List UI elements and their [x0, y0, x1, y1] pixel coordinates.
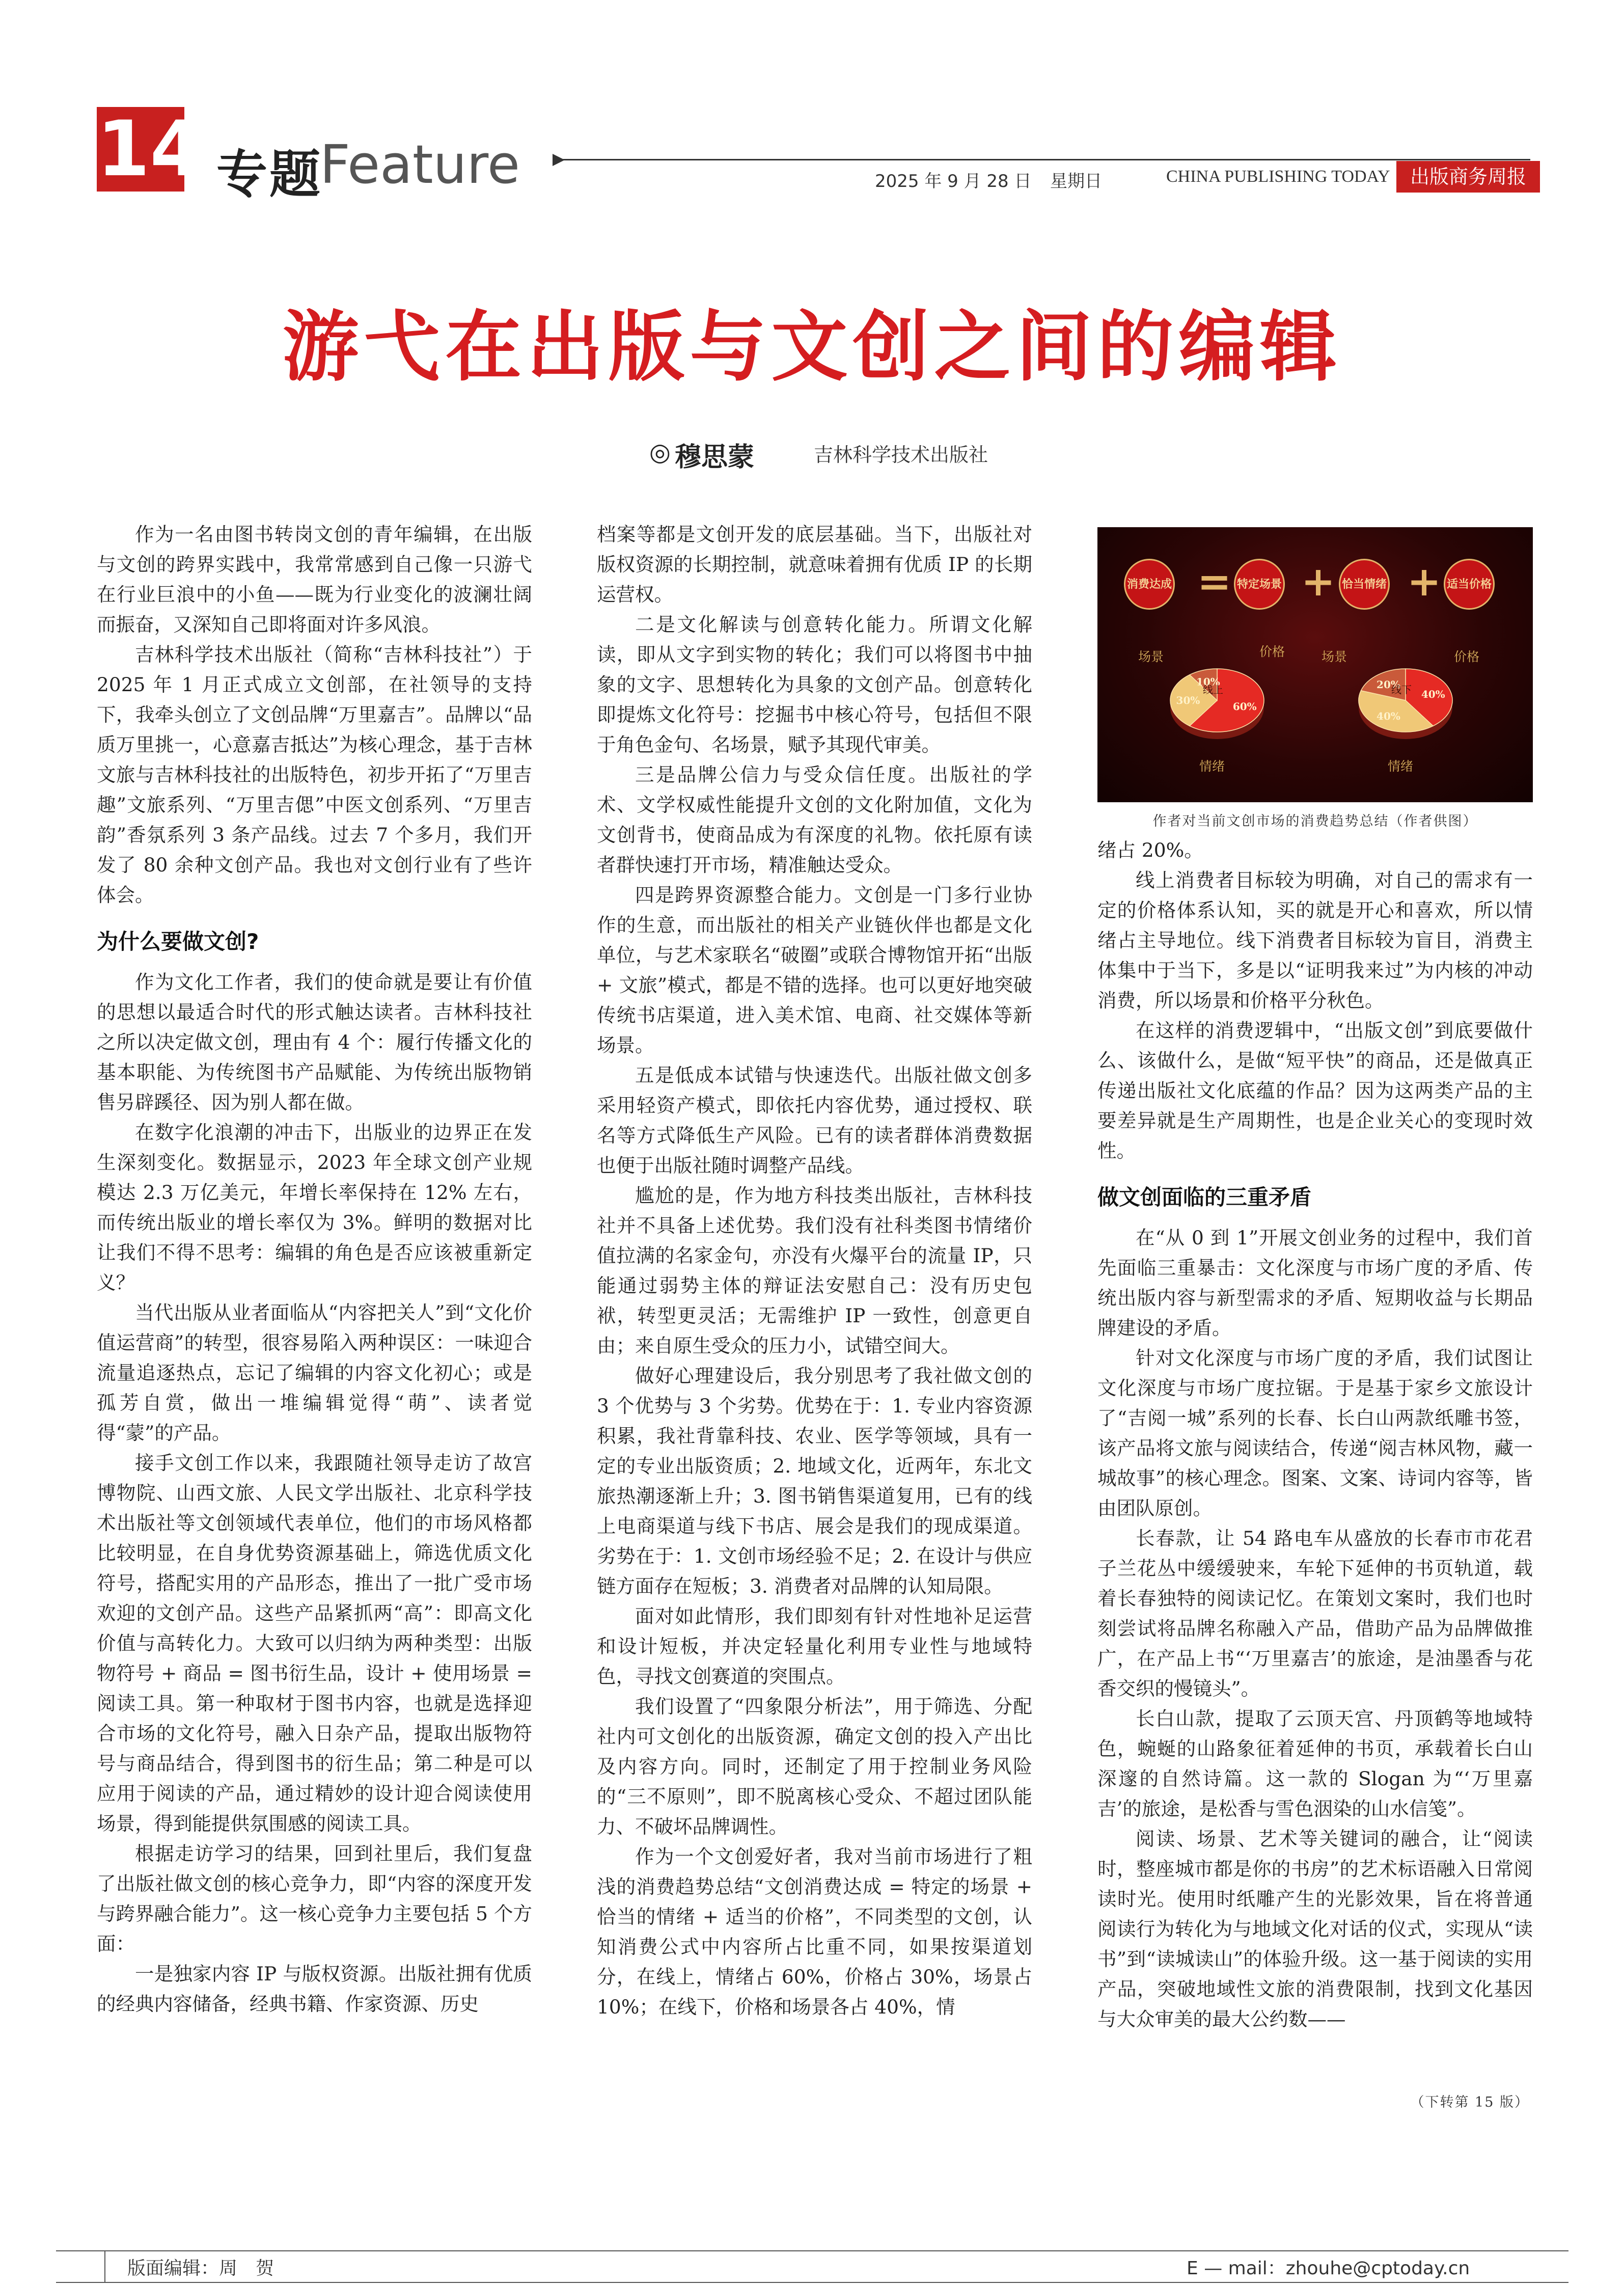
paper-name-en: CHINA PUBLISHING TODAY — [1166, 167, 1390, 186]
pie-label-emotion: 情绪 — [1388, 759, 1414, 774]
subheading: 为什么要做文创? — [97, 929, 259, 954]
paragraph: 当代出版从业者面临从“内容把关人”到“文化价值运营商”的转型，很容易陷入两种误区：一味迎合流量追逐热点，忘记了编辑的内容文化初心；或是孤芳自赏，做出一堆编辑觉得“萌”、读者觉得“蒙”的产品。 — [97, 1301, 532, 1444]
pie-slice-label: 20% — [1377, 678, 1400, 691]
pie-label-price: 价格 — [1454, 649, 1480, 664]
paragraph: 五是低成本试错与快速迭代。出版社做文创多采用轻资产模式，即依托内容优势，通过授权、联名等方式降低生产风险。已有的读者群体消费数据也便于出版社随时调整产品线。 — [597, 1064, 1032, 1177]
column-middle — [597, 520, 1032, 2022]
continued-note: （下转第 15 版） — [1410, 2094, 1529, 2110]
pie-title: 线下 — [1391, 684, 1412, 696]
plus-symbol: + — [1407, 557, 1442, 605]
figure-consumption-trend — [1097, 527, 1533, 802]
pie-title: 线上 — [1203, 684, 1223, 696]
formula-bubble: 恰当情绪 — [1339, 559, 1390, 610]
section-title: 专题 — [216, 144, 322, 204]
paragraph: 四是跨界资源整合能力。文创是一门多行业协作的生意，而出版社的相关产业链伙伴也都是文化单位，与艺术家联名“破圈”或联合博物馆开拓“出版 + 文旅”模式，都是不错的选择。也可以更好地突破传统书店渠道，进入美术馆、电商、社交媒体等新场景。 — [597, 884, 1032, 1056]
paragraph: 在这样的消费逻辑中，“出版文创”到底要做什么、该做什么，是做“短平快”的商品，还是做真正传递出版社文化底蕴的作品？因为这两类产品的主要差异就是生产周期性，也是企业关心的变现时效性。 — [1097, 1019, 1533, 1162]
paragraph: 面对如此情形，我们即刻有针对性地补足运营和设计短板，并决定轻量化利用专业性与地域特色，寻找文创赛道的突围点。 — [597, 1605, 1032, 1688]
footer-rule — [56, 2282, 1568, 2283]
author-organization: 吉林科学技术出版社 — [814, 444, 988, 466]
section-title-en: Feature — [320, 133, 520, 196]
paragraph: 作为文化工作者，我们的使命就是要让有价值的思想以最适合时代的形式触达读者。吉林科技社之所以决定做文创，理由有 4 个：履行传播文化的基本职能、为传统图书产品赋能、为传统出版物销售另辟蹊径、因为别人都在做。 — [97, 971, 532, 1113]
paragraph: 根据走访学习的结果，回到社里后，我们复盘了出版社做文创的核心竞争力，即“内容的深度开发与跨界融合能力”。这一核心竞争力主要包括 5 个方面： — [97, 1842, 532, 1955]
paragraph: 在数字化浪潮的冲击下，出版业的边界正在发生深刻变化。数据显示，2023 年全球文创产业规模达 2.3 万亿美元，年增长率保持在 12% 左右，而传统出版业的增长率仅为 3%。鲜明的数据对比让我们不得不思考：编辑的角色是否应该被重新定义？ — [97, 1121, 532, 1294]
paragraph: 三是品牌公信力与受众信任度。出版社的学术、文学权威性能提升文创的文化附加值，文化为文创背书，使商品成为有深度的礼物。依托原有读者群快速打开市场，精准触达受众。 — [597, 764, 1032, 876]
paragraph: 作为一名由图书转岗文创的青年编辑，在出版与文创的跨界实践中，我常常感到自己像一只游弋在行业巨浪中的小鱼——既为行业变化的波澜壮阔而振奋，又深知自己即将面对许多风浪。 — [97, 523, 532, 636]
issue-weekday: 星期日 — [1050, 171, 1102, 192]
footer-rule — [56, 2250, 1568, 2251]
editor-email: E — mail：zhouhe@cptoday.cn — [1187, 2258, 1470, 2279]
paragraph: 长白山款，提取了云顶天宫、丹顶鹤等地域特色，蜿蜒的山路象征着延伸的书页，承载着长白山深邃的自然诗篇。这一款的 Slogan 为“‘万里嘉吉’的旅途，是松香与雪色洇染的山水信笺”。 — [1097, 1707, 1533, 1820]
paragraph: 我们设置了“四象限分析法”，用于筛选、分配社内可文创化的出版资源，确定文创的投入产出比及内容方向。同时，还制定了用于控制业务风险的“三不原则”，即不脱离核心受众、不超过团队能力、不破坏品牌调性。 — [597, 1695, 1032, 1838]
formula-bubble: 适当价格 — [1444, 559, 1495, 610]
byline-mark: ◎ — [649, 438, 671, 467]
paragraph: 二是文化解读与创意转化能力。所谓文化解读，即从文字到实物的转化；我们可以将图书中抽象的文字、思想转化为具象的文创产品。创意转化即提炼文化符号：挖掘书中核心符号，包括但不限于角色金句、名场景，赋予其现代审美。 — [597, 613, 1032, 756]
paragraph: 在“从 0 到 1”开展文创业务的过程中，我们首先面临三重暴击：文化深度与市场广度的矛盾、传统出版内容与新型需求的矛盾、短期收益与长期品牌建设的矛盾。 — [1097, 1227, 1533, 1339]
paragraph: 尴尬的是，作为地方科技类出版社，吉林科技社并不具备上述优势。我们没有社科类图书情绪价值拉满的名家金句，亦没有火爆平台的流量 IP，只能通过弱势主体的辩证法安慰自己：没有历史包袱，转型更灵活；无需维护 IP 一致性，创意更自由；来自原生受众的压力小，试错空间大。 — [597, 1184, 1032, 1357]
paragraph: 线上消费者目标较为明确，对自己的需求有一定的价格体系认知，买的就是开心和喜欢，所以情绪占主导地位。线下消费者目标较为盲目，消费主体集中于当下，多是以“证明我来过”为内核的冲动消费，所以场景和价格平分秋色。 — [1097, 869, 1533, 1012]
paragraph: 吉林科学技术出版社（简称“吉林科技社”）于 2025 年 1 月正式成立文创部，在社领导的支持下，我牵头创立了文创品牌“万里嘉吉”。品牌以“品质万里挑一，心意嘉吉抵达”为核心理念，基于吉林文旅与吉林科技社的出版特色，初步开拓了“万里吉趣”文旅系列、“万里吉偲”中医文创系列、“万里吉韵”香氛系列 3 条产品线。过去 7 个多月，我们开发了 80 余种文创产品。我也对文创行业有了些许体会。 — [97, 643, 532, 906]
formula-bubble: 特定场景 — [1234, 559, 1285, 610]
pie-slice-label: 10% — [1196, 675, 1220, 688]
paragraph: 一是独家内容 IP 与版权资源。出版社拥有优质的经典内容储备，经典书籍、作家资源、历史 — [97, 1963, 532, 2015]
plus-symbol: + — [1301, 557, 1336, 605]
subheading: 做文创面临的三重矛盾 — [1097, 1185, 1312, 1210]
pie-slice-label: 40% — [1421, 688, 1445, 701]
pie-label-emotion: 情绪 — [1199, 759, 1225, 774]
layout-editor: 版面编辑：周 贺 — [127, 2258, 274, 2279]
paragraph: 针对文化深度与市场广度的矛盾，我们试图让文化深度与市场广度拉锯。于是基于家乡文旅设计了“吉阅一城”系列的长春、长白山两款纸雕书签，该产品将文旅与阅读结合，传递“阅吉林风物，藏一城故事”的核心理念。图案、文案、诗词内容等，皆由团队原创。 — [1097, 1347, 1533, 1519]
paragraph: 长春款，让 54 路电车从盛放的长春市市花君子兰花丛中缓缓驶来，车轮下延伸的书页轨道，载着长春独特的阅读记忆。在策划文案时，我们也时刻尝试将品牌名称融入产品，借助产品为品牌做推广，在产品上书“‘万里嘉吉’的旅途，是油墨香与花香交织的慢镜头”。 — [1097, 1527, 1533, 1700]
pie-slice-label: 40% — [1377, 710, 1400, 723]
page-number: 14 — [97, 105, 203, 194]
pie-label-price: 价格 — [1259, 644, 1285, 659]
author-name: 穆思蒙 — [675, 442, 755, 473]
pie-label-scene: 场景 — [1322, 649, 1347, 664]
header-rule — [558, 159, 1530, 160]
pie-slice-label: 30% — [1176, 694, 1200, 706]
paragraph: 作为一个文创爱好者，我对当前市场进行了粗浅的消费趋势总结“文创消费达成 = 特定的场景 + 恰当的情绪 + 适当的价格”，不同类型的文创，认知消费公式中内容所占比重不同，如果按渠道划分，在线上，情绪占 60%，价格占 30%，场景占 10%；在线下，价格和场景各占 40%，情 — [597, 1845, 1032, 2018]
issue-date: 2025 年 9 月 28 日 — [875, 171, 1032, 192]
paragraph: 绪占 20%。 — [1097, 839, 1203, 861]
headline: 游弋在出版与文创之间的编辑 — [282, 303, 1342, 392]
pie-charts — [1097, 527, 1533, 802]
column-right — [1097, 835, 1533, 2034]
pie-slice-label: 60% — [1232, 700, 1257, 713]
paragraph: 档案等都是文创开发的底层基础。当下，出版社对版权资源的长期控制，就意味着拥有优质 IP 的长期运营权。 — [597, 523, 1032, 606]
figure-caption: 作者对当前文创市场的消费趋势总结（作者供图） — [1152, 813, 1478, 829]
paragraph: 阅读、场景、艺术等关键词的融合，让“阅读时，整座城市都是你的书房”的艺术标语融入日常阅读时光。使用时纸雕产生的光影效果，旨在将普通阅读行为转化为与地域文化对话的仪式，实现从“读书”到“读城读山”的体验升级。这一基于阅读的实用产品，突破地域性文旅的消费限制，找到文化基因与大众审美的最大公约数—— — [1097, 1828, 1533, 2030]
paragraph: 接手文创工作以来，我跟随社领导走访了故宫博物院、山西文旅、人民文学出版社、北京科学技术出版社等文创领域代表单位，他们的市场风格都比较明显，在自身优势资源基础上，筛选优质文化符号，搭配实用的产品形态，推出了一批广受市场欢迎的文创产品。这些产品紧抓两“高”：即高文化价值与高转化力。大致可以归纳为两种类型：出版物符号 + 商品 = 图书衍生品，设计 + 使用场景 = 阅读工具。第一种取材于图书内容，也就是选择迎合市场的文化符号，融入日杂产品，提取出版物符号与商品结合，得到图书的衍生品；第二种是可以应用于阅读的产品，通过精妙的设计迎合阅读使用场景，得到能提供氛围感的阅读工具。 — [97, 1452, 532, 1835]
equals-symbol: = — [1197, 557, 1232, 605]
column-left — [97, 520, 532, 2019]
footer-divider — [104, 2250, 105, 2283]
pie-label-scene: 场景 — [1138, 649, 1164, 664]
paragraph: 做好心理建设后，我分别思考了我社做文创的 3 个优势与 3 个劣势。优势在于：1. 专业内容资源积累，我社背靠科技、农业、医学等领域，具有一定的专业出版资质；2. 地域文化，近两年，东北文旅热潮逐渐上升；3. 图书销售渠道复用，已有的线上电商渠道与线下书店、展会是我们的现成渠道。劣势在于：1. 文创市场经验不足；2. 在设计与供应链方面存在短板；3. 消费者对品牌的认知局限。 — [597, 1365, 1032, 1597]
formula-bubble: 消费达成 — [1124, 559, 1175, 610]
paper-name-cn: 出版商务周报 — [1396, 161, 1540, 193]
